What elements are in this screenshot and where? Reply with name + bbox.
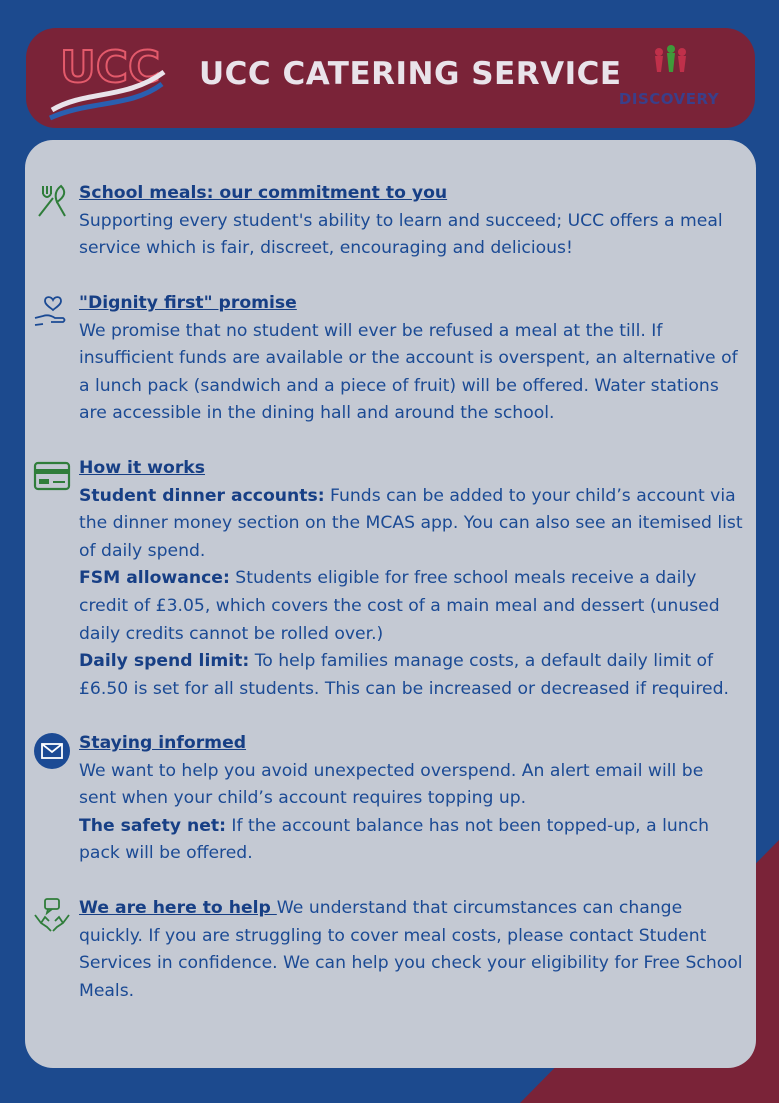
section-dignity-body: [79, 290, 743, 428]
safety-label: The safety net:: [79, 815, 226, 836]
section-text: We promise that no student will ever be refused a meal at the till. If insufficient funds are available or the account is overspent, an alternative of a lunch pack (sandwich and a piece of fruit) will be offered. Water stations are accessible in the dining hall and around the school.: [79, 320, 738, 424]
limit-text: To help families manage costs, a default daily limit of £6.50 is set for all students. This can be increased or decreased if required.: [79, 651, 729, 699]
safety-text: If the account balance has not been topped-up, a lunch pack will be offered.: [79, 815, 709, 864]
section-heading: School meals: our commitment to you: [79, 183, 448, 203]
section-help-body: [79, 895, 743, 1005]
section-text: We want to help you avoid unexpected overspend. An alert email will be sent when your child’s account requires topping up.: [79, 760, 704, 809]
fsm-text: Students eligible for free school meals receive a daily credit of £3.05, which covers the cost of a main meal and dessert (unused daily credits cannot be rolled over.): [79, 568, 720, 644]
svg-text:UCC: UCC: [60, 42, 161, 93]
section-text: We understand that circumstances can change quickly. If you are struggling to cover meal costs, please contact Student Services in confidence. We can help you check your eligibility for Free School Meals.: [79, 898, 743, 1001]
section-heading: "Dignity first" promise: [79, 293, 297, 313]
accounts-label: Student dinner accounts:: [79, 485, 325, 506]
section-how-it-works-body: [79, 455, 743, 703]
section-heading: Staying informed: [79, 733, 247, 753]
accounts-text: Funds can be added to your child’s account via the dinner money section on the MCAS app. You can also see an itemised list of daily spend.: [79, 485, 743, 561]
envelope-icon: [33, 732, 71, 770]
hand-heart-icon: [33, 294, 71, 332]
section-commitment-body: [79, 180, 743, 263]
limit-label: Daily spend limit:: [79, 651, 250, 672]
discovery-logo: [609, 42, 729, 112]
section-heading: We are here to help: [79, 898, 277, 918]
discovery-logo-text: DISCOVERY: [618, 90, 720, 108]
support-hands-icon: [33, 897, 71, 935]
section-staying-informed-body: [79, 730, 743, 868]
page-title: UCC CATERING SERVICE: [199, 56, 622, 92]
content-panel: [25, 140, 756, 1068]
credit-card-icon: [33, 457, 71, 495]
section-text: Supporting every student's ability to learn and succeed; UCC offers a meal service which is fair, discreet, encouraging and delicious!: [79, 210, 723, 259]
fsm-label: FSM allowance:: [79, 568, 230, 589]
ucc-logo: [46, 34, 166, 122]
utensils-leaf-icon: [33, 182, 71, 220]
section-heading: How it works: [79, 458, 205, 478]
header-banner: [26, 28, 755, 128]
